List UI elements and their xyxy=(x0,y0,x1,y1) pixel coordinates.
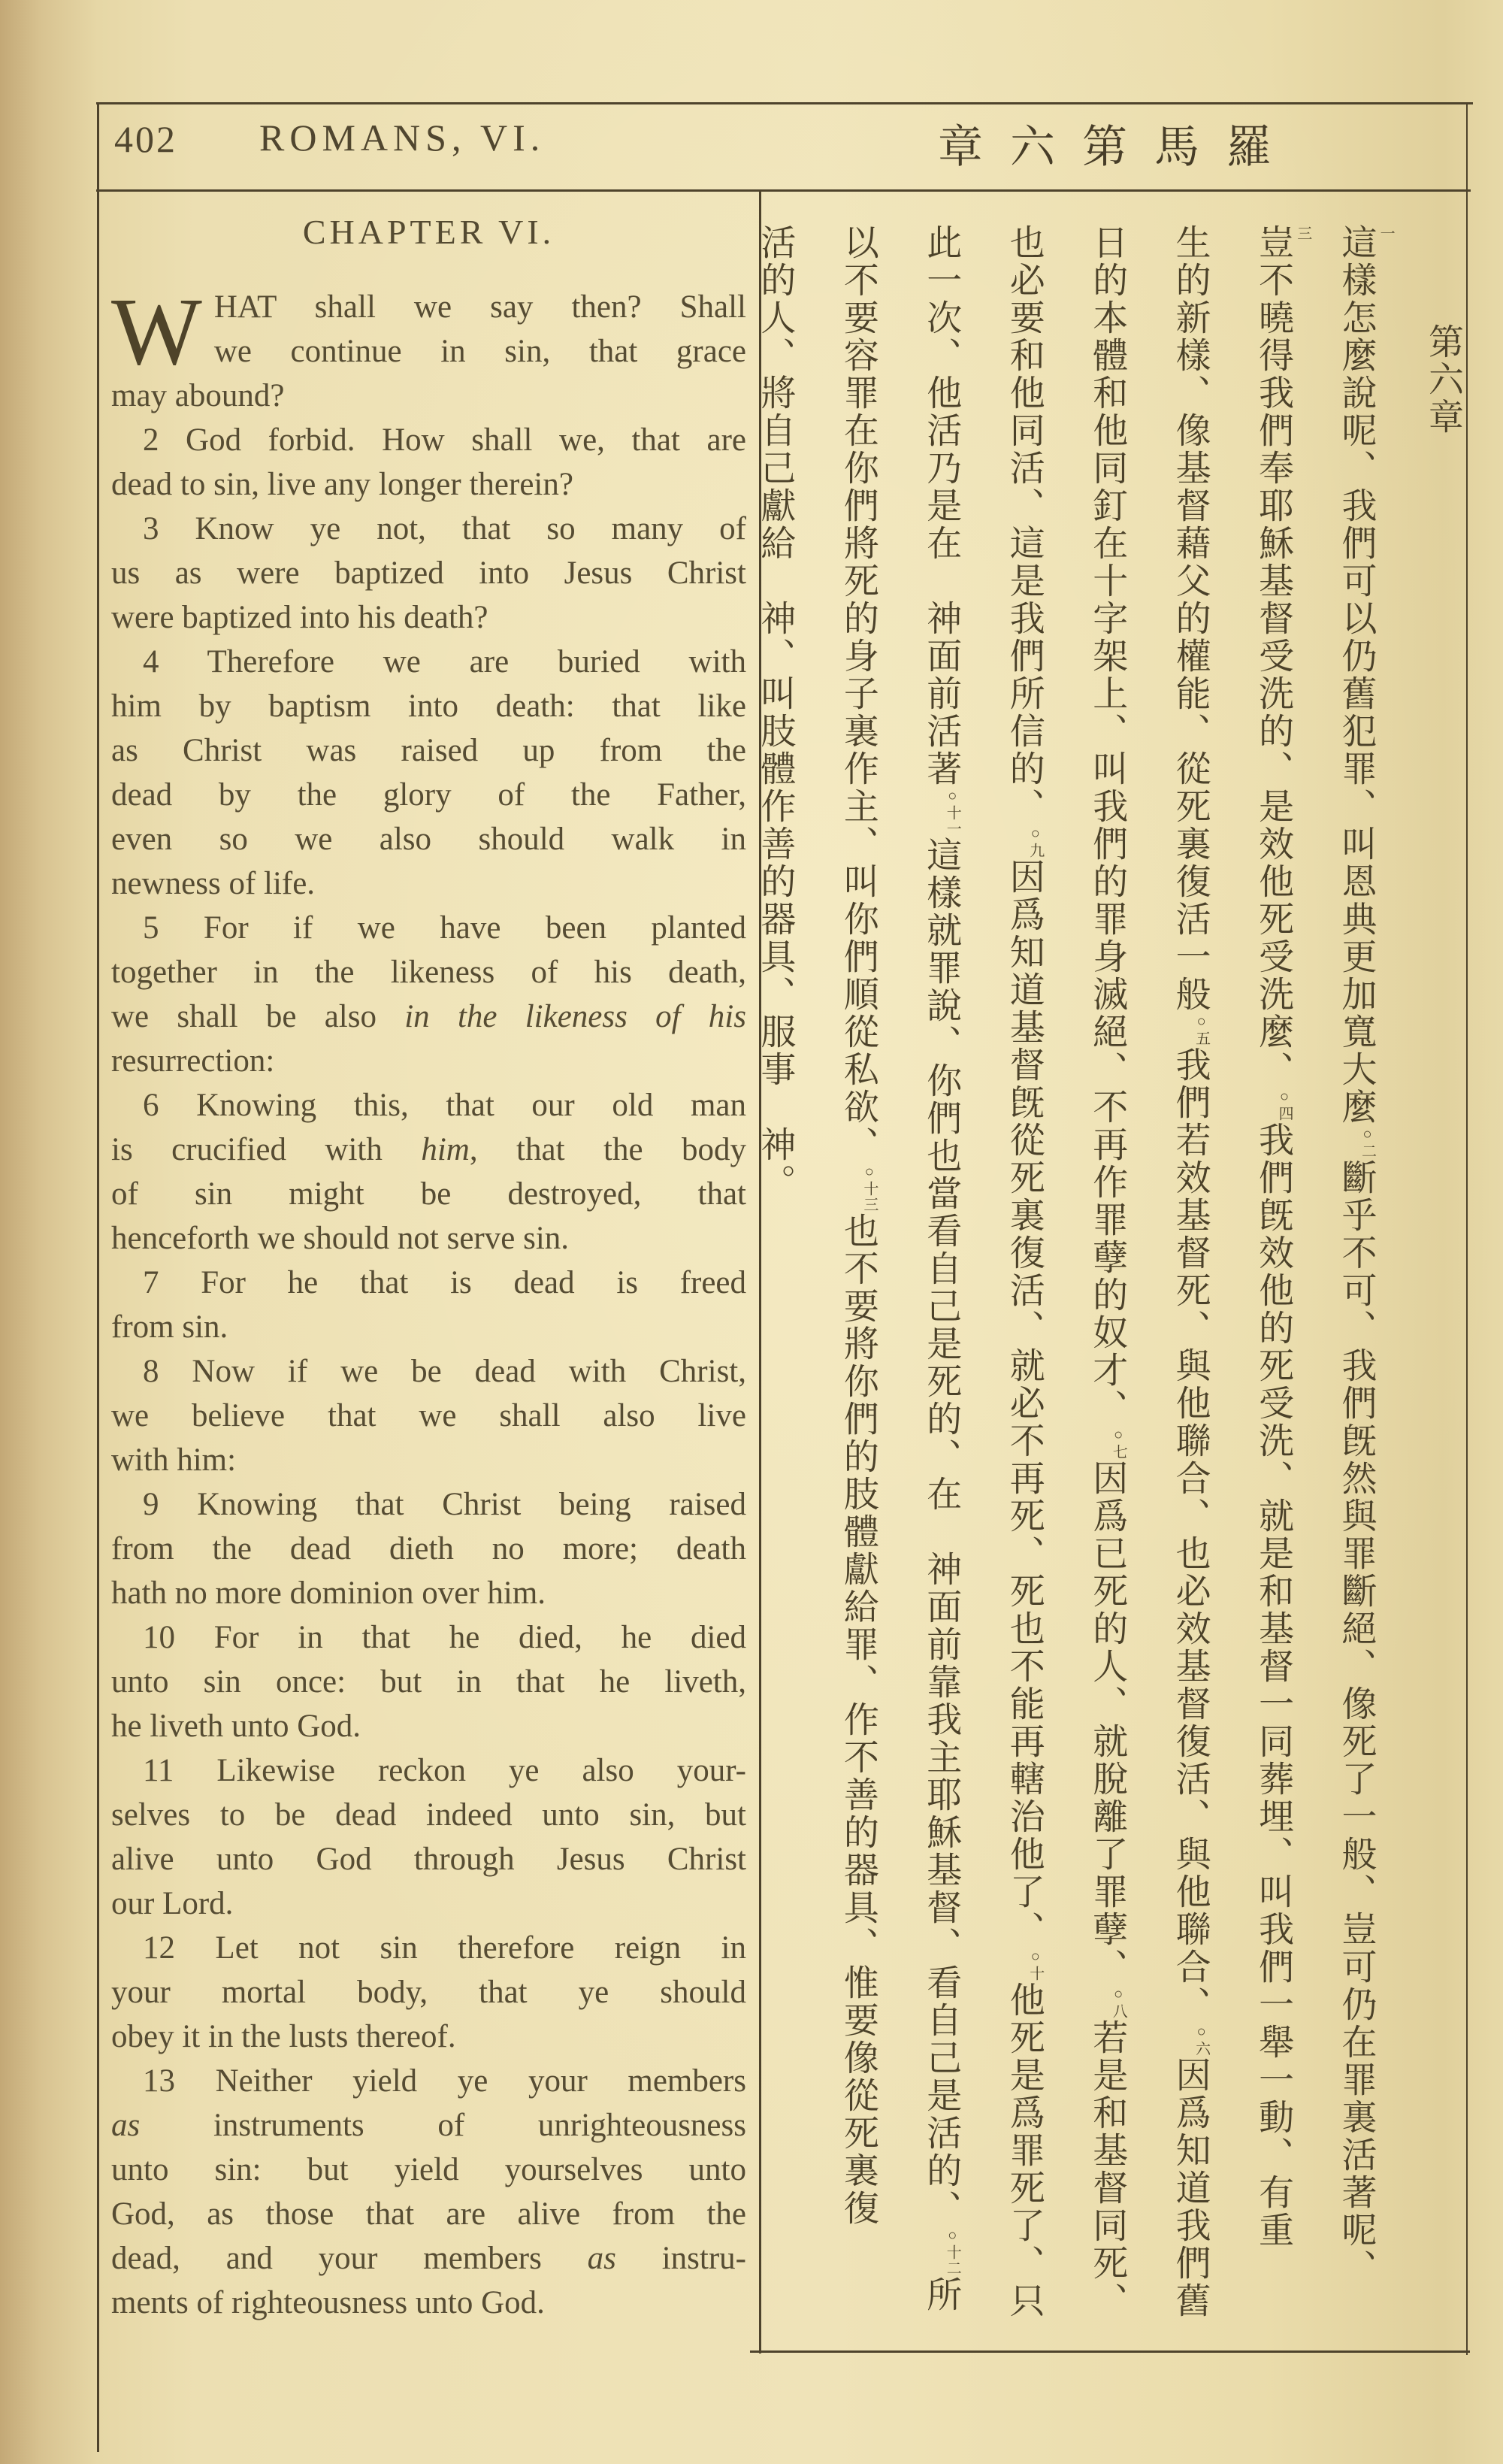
header-separator-rule xyxy=(96,189,1471,192)
verse-line: ments of righteousness unto God. xyxy=(111,2285,545,2320)
chinese-text-run: 此一次、他活乃是在 神面前活著 xyxy=(921,224,961,788)
verse-number-marker: ○十一 xyxy=(944,788,961,837)
chinese-text-run: 若是和基督同死、 xyxy=(1087,2019,1127,2320)
chinese-text-run: 也不要將你們的肢體獻給罪、作不善的器具、惟要像從死裏復 xyxy=(838,1212,878,2227)
verse-line: resurrection: xyxy=(111,1043,275,1079)
verse-paragraph-9 xyxy=(111,1482,746,1615)
chinese-column-1 xyxy=(1335,224,1395,2356)
verse-line: unto sin: but yield yourselves unto xyxy=(111,2152,746,2187)
verse-line: 4 Therefore we are buried with xyxy=(143,644,746,680)
verse-number-marker: ○七 xyxy=(1110,1427,1127,1460)
verse-line: HAT shall we say then? Shall xyxy=(213,289,746,325)
verse-line: God, as those that are alive from the xyxy=(111,2196,746,2232)
verse-line: as instruments of unrighteousness xyxy=(111,2108,746,2143)
verse-line: we believe that we shall also live xyxy=(111,1398,746,1433)
top-border-rule xyxy=(96,102,1473,104)
verse-line: together in the likeness of his death, xyxy=(111,955,746,990)
verse-line: alive unto God through Jesus Christ xyxy=(111,1842,746,1877)
verse-number-marker: ○六 xyxy=(1193,2024,1210,2057)
chinese-text-run: 因爲知道基督旣從死裏復活、就必不再死、死也不能再轄治他了、 xyxy=(1004,858,1044,1948)
verse-paragraph-10 xyxy=(111,1615,746,1748)
chinese-text-run: 豈不曉得我們奉耶穌基督受洗的、是效他死受洗麼、 xyxy=(1254,224,1293,1088)
verse-line: 6 Knowing this, that our old man xyxy=(143,1088,746,1123)
verse-line: were baptized into his death? xyxy=(111,600,488,635)
left-border-rule xyxy=(97,102,99,2452)
verse-paragraph-8 xyxy=(111,1349,746,1482)
chinese-column-6 xyxy=(920,224,961,2356)
verse-paragraph-2 xyxy=(111,418,746,507)
chinese-text-run: 我們旣效他的死受洗、就是和基督一同葬埋、叫我們一舉一動、有重 xyxy=(1254,1122,1293,2249)
drop-cap: W xyxy=(111,278,202,385)
page-number: 402 xyxy=(114,118,177,160)
verse-line: we continue in sin, that grace xyxy=(213,334,746,369)
verse-paragraph-7 xyxy=(111,1261,746,1349)
chinese-text-run: 也必要和他同活、這是我們所信的、 xyxy=(1004,224,1044,825)
chinese-text-run: 日的本體和他同釘在十字架上、叫我們的罪身滅絕、不再作罪孽的奴才、 xyxy=(1087,224,1127,1427)
verse-line: him by baptism into death: that like xyxy=(111,689,746,724)
verse-paragraph-13 xyxy=(111,2059,746,2325)
chinese-text xyxy=(755,224,1463,2356)
verse-line: selves to be dead indeed unto sin, but xyxy=(111,1797,746,1833)
chinese-text-run: 我們若效基督死、與他聯合、也必效基督復活、與他聯合、 xyxy=(1170,1046,1210,2024)
verse-line: from the dead dieth no more; death xyxy=(111,1531,746,1566)
english-text-column xyxy=(111,212,746,2325)
chinese-text-run: 他死是爲罪死了、只 xyxy=(1004,1981,1044,2320)
verse-line: 7 For he that is dead is freed xyxy=(143,1265,746,1300)
verse-line: obey it in the lusts thereof. xyxy=(111,2019,456,2054)
running-title-english: ROMANS, VI. xyxy=(259,117,546,159)
chinese-text-run: 所 xyxy=(921,2276,961,2314)
chinese-text-run: 第六章 xyxy=(1423,323,1462,436)
verse-line: 12 Let not sin therefore reign in xyxy=(143,1930,746,1966)
verse-line: us as were baptized into Jesus Christ xyxy=(111,555,746,591)
verse-line: of sin might be destroyed, that xyxy=(111,1176,746,1212)
verse-paragraph-3 xyxy=(111,507,746,640)
verse-number-marker: 一 xyxy=(1377,226,1395,241)
verse-number-marker: 三 xyxy=(1294,226,1311,241)
verse-paragraph-4 xyxy=(111,640,746,906)
verse-line: as Christ was raised up from the xyxy=(111,733,746,768)
chinese-column-2 xyxy=(1252,224,1311,2356)
verse-number-marker: ○四 xyxy=(1276,1088,1293,1122)
chinese-text-run: 生的新樣、像基督藉父的權能、從死裏復活一般 xyxy=(1170,224,1210,1013)
chinese-text-run: 這樣怎麼說呢、我們可以仍舊犯罪、叫恩典更加寬大麼 xyxy=(1336,224,1376,1126)
verse-line: unto sin once: but in that he liveth, xyxy=(111,1664,746,1700)
verse-line: may abound? xyxy=(111,378,285,413)
verse-number-marker: ○十二 xyxy=(944,2227,961,2276)
verse-line: we shall be also in the likeness of his xyxy=(111,999,746,1034)
verse-line: 9 Knowing that Christ being raised xyxy=(143,1487,746,1522)
verse-line: our Lord. xyxy=(111,1886,234,1921)
running-title-chinese: 章六第馬羅 xyxy=(938,123,1299,172)
verse-line: your mortal body, that ye should xyxy=(111,1975,746,2010)
verse-number-marker: ○五 xyxy=(1193,1013,1210,1046)
verse-paragraph-12 xyxy=(111,1926,746,2059)
verse-line: is crucified with him, that the body xyxy=(111,1132,746,1167)
verse-line: from sin. xyxy=(111,1309,228,1345)
chinese-column-4 xyxy=(1086,224,1127,2356)
verse-line: dead to sin, live any longer therein? xyxy=(111,467,573,502)
verse-line: 13 Neither yield ye your members xyxy=(143,2063,746,2099)
verse-number-marker: ○九 xyxy=(1027,825,1044,858)
verse-paragraph-11 xyxy=(111,1748,746,1926)
chinese-chapter-column xyxy=(1422,224,1463,2356)
verse-line: 10 For in that he died, he died xyxy=(143,1620,746,1655)
chinese-column-8 xyxy=(754,224,795,2356)
verse-line: 8 Now if we be dead with Christ, xyxy=(143,1354,746,1389)
verse-number-marker: ○二 xyxy=(1359,1126,1376,1159)
english-verses xyxy=(111,278,746,2325)
verse-line: 3 Know ye not, that so many of xyxy=(143,511,746,546)
verse-line: dead by the glory of the Father, xyxy=(111,777,746,813)
chinese-column-5 xyxy=(1003,224,1044,2356)
chinese-column-3 xyxy=(1169,224,1210,2356)
right-border-rule xyxy=(1466,104,1468,2355)
chinese-text-run: 斷乎不可、我們旣然與罪斷絕、像死了一般、豈可仍在罪裏活著呢、 xyxy=(1336,1159,1376,2287)
chinese-column-7 xyxy=(836,224,878,2356)
verse-paragraph-1 xyxy=(111,278,746,418)
verse-line: with him: xyxy=(111,1442,237,1478)
verse-line: dead, and your members as instru- xyxy=(111,2241,746,2276)
verse-line: even so we also should walk in xyxy=(111,822,746,857)
verse-number-marker: ○十 xyxy=(1027,1948,1044,1981)
verse-line: 5 For if we have been planted xyxy=(143,910,746,946)
chinese-text-run: 活的人、將自己獻給 神、叫肢體作善的器具、服事 神。 xyxy=(755,224,795,1201)
chinese-text-run: 以不要容罪在你們將死的身子裏作主、叫你們順從私欲、 xyxy=(838,224,878,1164)
chinese-text-run: 因爲知道我們舊 xyxy=(1170,2057,1210,2320)
verse-number-marker: ○八 xyxy=(1110,1986,1127,2019)
verse-line: 2 God forbid. How shall we, that are xyxy=(143,422,746,458)
verse-line: henceforth we should not serve sin. xyxy=(111,1221,570,1256)
verse-line: 11 Likewise reckon ye also your- xyxy=(143,1753,746,1788)
chapter-heading: CHAPTER VI. xyxy=(302,213,555,251)
verse-paragraph-5 xyxy=(111,906,746,1083)
verse-line: newness of life. xyxy=(111,866,316,901)
chinese-text-run: 因爲已死的人、就脫離了罪孽、 xyxy=(1087,1460,1127,1986)
verse-line: hath no more dominion over him. xyxy=(111,1576,546,1611)
verse-number-marker: ○十三 xyxy=(860,1164,878,1212)
verse-line: he liveth unto God. xyxy=(111,1709,361,1744)
verse-paragraph-6 xyxy=(111,1083,746,1261)
chinese-text-run: 這樣就罪說、你們也當看自己是死的、在 神面前靠我主耶穌基督、看自己是活的、 xyxy=(921,837,961,2227)
